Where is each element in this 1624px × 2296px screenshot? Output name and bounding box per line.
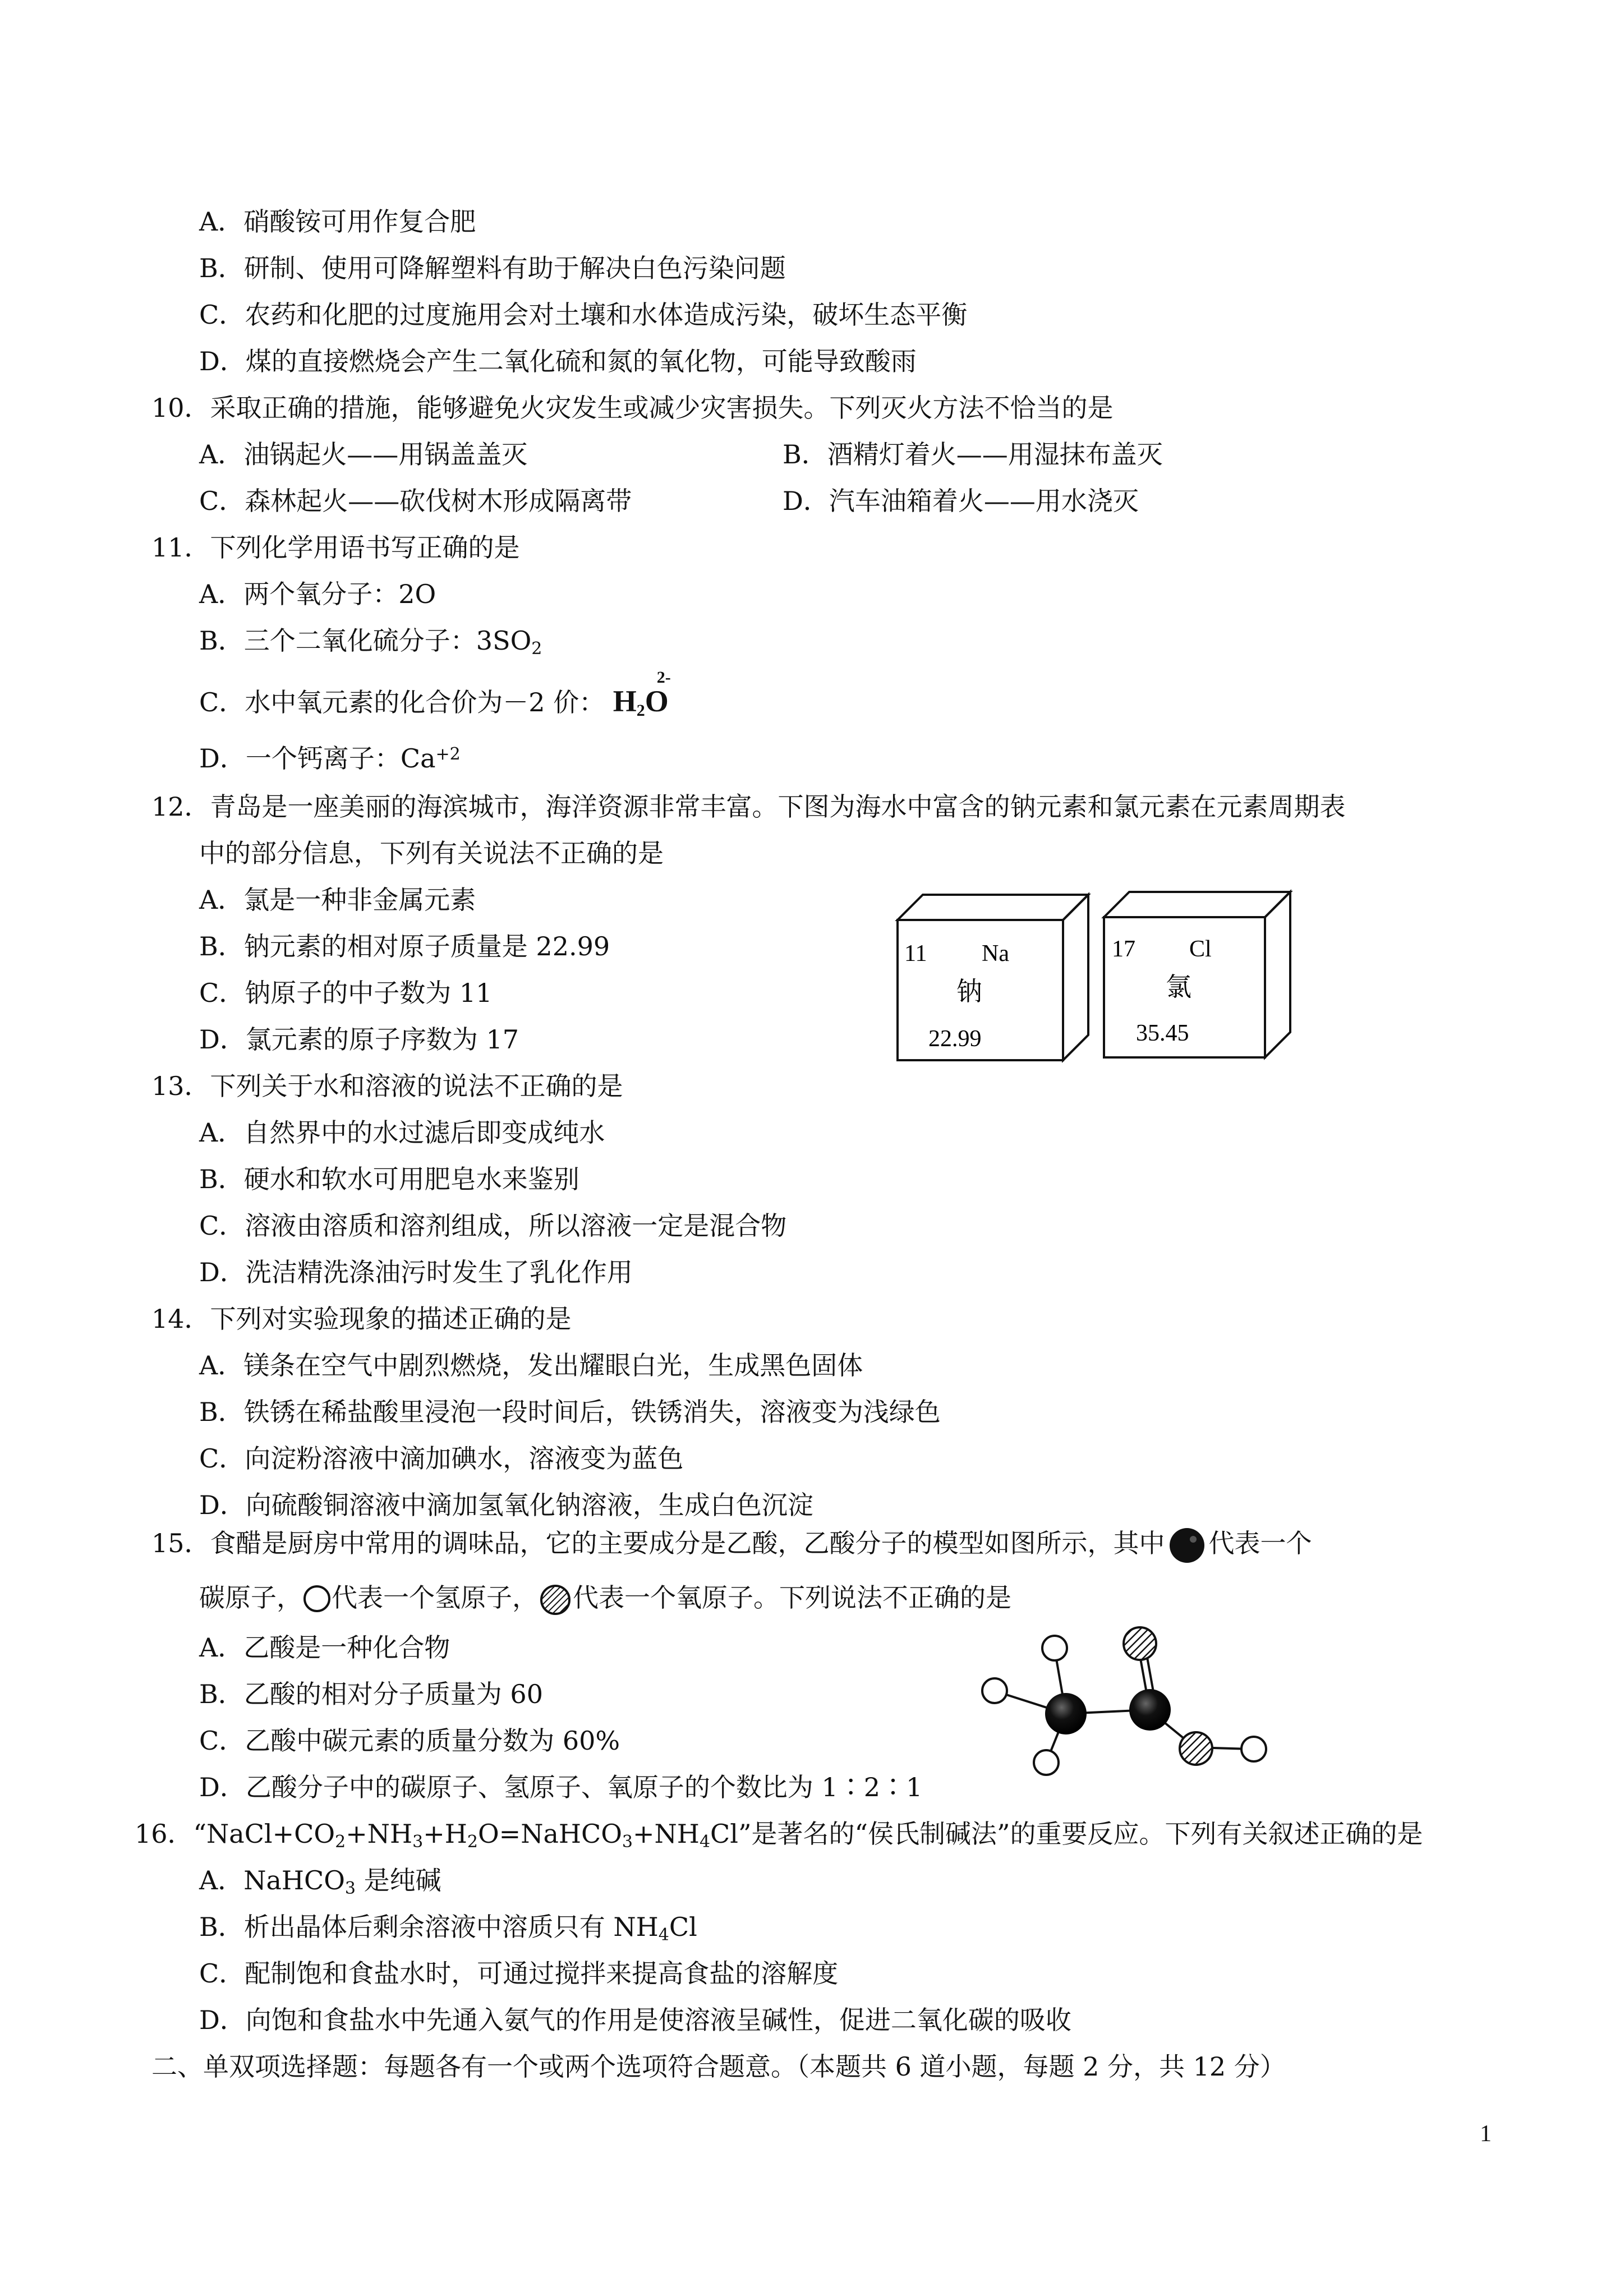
q10-stem: 10．采取正确的措施，能够避免火灾发生或减少灾害损失。下列灭火方法不恰当的是 (151, 393, 1114, 423)
q9-option-b: B．研制、使用可降解塑料有助于解决白色污染问题 (199, 253, 786, 283)
q14-option-c: C．向淀粉溶液中滴加碘水，溶液变为蓝色 (199, 1443, 684, 1474)
sodium-name: 钠 (956, 977, 982, 1006)
q13-option-b: B．硬水和软水可用肥皂水来鉴别 (199, 1164, 579, 1194)
chlorine-cell (1104, 892, 1290, 1057)
hydrogen-atom-icon (302, 1583, 332, 1617)
section-2-heading: 二、单双项选择题：每题各有一个或两个选项符合题意。（本题共 6 道小题，每题 2 分，共 12 分） (151, 2051, 1286, 2082)
oxygen-atom-icon (538, 1583, 573, 1617)
q9-option-a: A．硝酸铵可用作复合肥 (199, 206, 476, 237)
q11-option-a: A．两个氧分子：2O (199, 579, 436, 609)
water-formula: $H_2O$ 2- (613, 684, 669, 718)
q9-option-d: D．煤的直接燃烧会产生二氧化硫和氮的氧化物，可能导致酸雨 (199, 346, 917, 376)
chlorine-symbol: Cl (1189, 936, 1212, 962)
carbon-atom-2 (1129, 1689, 1171, 1731)
q15-option-c: C．乙酸中碳元素的质量分数为 60% (199, 1726, 620, 1756)
hydrogen-atom-1 (1042, 1636, 1067, 1660)
q16-option-b: B．析出晶体后剩余溶液中溶质只有 $NH_4Cl$ (199, 1912, 697, 1945)
q13-option-a: A．自然界中的水过滤后即变成纯水 (199, 1117, 605, 1148)
q12-option-a: A．氯是一种非金属元素 (199, 885, 476, 915)
q12-stem-line2: 中的部分信息，下列有关说法不正确的是 (199, 838, 664, 868)
q12-option-d: D．氯元素的原子序数为 17 (199, 1024, 519, 1055)
sodium-symbol: Na (982, 941, 1009, 967)
periodic-table-cells (892, 872, 1296, 1066)
q15-stem-line2: 碳原子， 代表一个氢原子， 代表一个氧原子。下列说法不正确的是 (199, 1581, 1011, 1617)
q11-stem: 11．下列化学用语书写正确的是 (151, 532, 520, 563)
q16-option-c: C．配制饱和食盐水时，可通过搅拌来提高食盐的溶解度 (199, 1958, 839, 1989)
q11-option-b: B．三个二氧化硫分子：$3SO_2$ (199, 625, 542, 659)
sodium-cell (898, 895, 1088, 1060)
q13-stem: 13．下列关于水和溶液的说法不正确的是 (151, 1071, 623, 1101)
hydrogen-atom-2 (982, 1678, 1007, 1703)
hydrogen-atom-3 (1034, 1750, 1059, 1775)
q16-option-d: D．向饱和食盐水中先通入氨气的作用是使溶液呈碱性，促进二氧化碳的吸收 (199, 2005, 1071, 2035)
q14-option-b: B．铁锈在稀盐酸里浸泡一段时间后，铁锈消失，溶液变为浅绿色 (199, 1397, 941, 1427)
q10-option-a: A．油锅起火——用锅盖盖灭 (199, 439, 528, 470)
q14-option-d: D．向硫酸铜溶液中滴加氢氧化钠溶液，生成白色沉淀 (199, 1490, 813, 1520)
q15-option-a: A．乙酸是一种化合物 (199, 1632, 450, 1663)
q15-option-d: D．乙酸分子中的碳原子、氢原子、氧原子的个数比为 1∶2∶1 (199, 1772, 923, 1802)
q15-stem-line1: 15．食醋是厨房中常用的调味品，它的主要成分是乙酸，乙酸分子的模型如图所示，其中 代表一个 (151, 1526, 1312, 1565)
chlorine-name: 氯 (1166, 973, 1191, 1001)
q9-option-c: C．农药和化肥的过度施用会对土壤和水体造成污染，破坏生态平衡 (199, 300, 968, 330)
q11-option-d: D．一个钙离子：$Ca^{+2}$ (199, 743, 461, 774)
q13-option-c: C．溶液由溶质和溶剂组成，所以溶液一定是混合物 (199, 1211, 787, 1241)
chlorine-number: 17 (1112, 936, 1135, 962)
acetic-acid-model (970, 1616, 1285, 1801)
q10-option-c: C．森林起火——砍伐树木形成隔离带 (199, 486, 632, 516)
q14-stem: 14．下列对实验现象的描述正确的是 (151, 1304, 572, 1334)
page-number: 1 (1480, 2121, 1492, 2147)
chlorine-mass: 35.45 (1136, 1020, 1189, 1046)
oxygen-atom-1 (1124, 1627, 1156, 1660)
q12-option-b: B．钠元素的相对原子质量是 22.99 (199, 931, 610, 961)
q15-option-b: B．乙酸的相对分子质量为 60 (199, 1679, 543, 1709)
q12-option-c: C．钠原子的中子数为 11 (199, 978, 493, 1008)
q11-option-c: C．水中氧元素的化合价为－2 价： $H_2O$ 2- (199, 684, 669, 719)
q10-option-d: D．汽车油箱着火——用水浇灭 (783, 486, 1139, 516)
sodium-mass: 22.99 (928, 1026, 982, 1052)
sodium-number: 11 (904, 941, 927, 967)
carbon-atom-icon (1165, 1526, 1209, 1565)
q16-option-a: A．NaHCO$_3$ 是纯碱 (199, 1865, 441, 1898)
oxygen-valence-label: 2- (656, 668, 671, 687)
q14-option-a: A．镁条在空气中剧烈燃烧，发出耀眼白光，生成黑色固体 (199, 1350, 863, 1381)
q16-stem: 16．“$NaCl+CO_2+NH_3+H_2O=NaHCO_3+NH_4Cl$”是著名的“侯氏制碱法”的重要反应。下列有关叙述正确的是 (135, 1819, 1423, 1852)
hydrogen-atom-4 (1241, 1737, 1266, 1761)
q10-option-b: B．酒精灯着火——用湿抹布盖灭 (783, 439, 1163, 470)
q13-option-d: D．洗洁精洗涤油污时发生了乳化作用 (199, 1257, 633, 1287)
oxygen-atom-2 (1180, 1732, 1212, 1765)
q12-stem-line1: 12．青岛是一座美丽的海滨城市，海洋资源非常丰富。下图为海水中富含的钠元素和氯元素在元素周期表 (151, 792, 1346, 822)
carbon-atom-1 (1045, 1693, 1087, 1734)
